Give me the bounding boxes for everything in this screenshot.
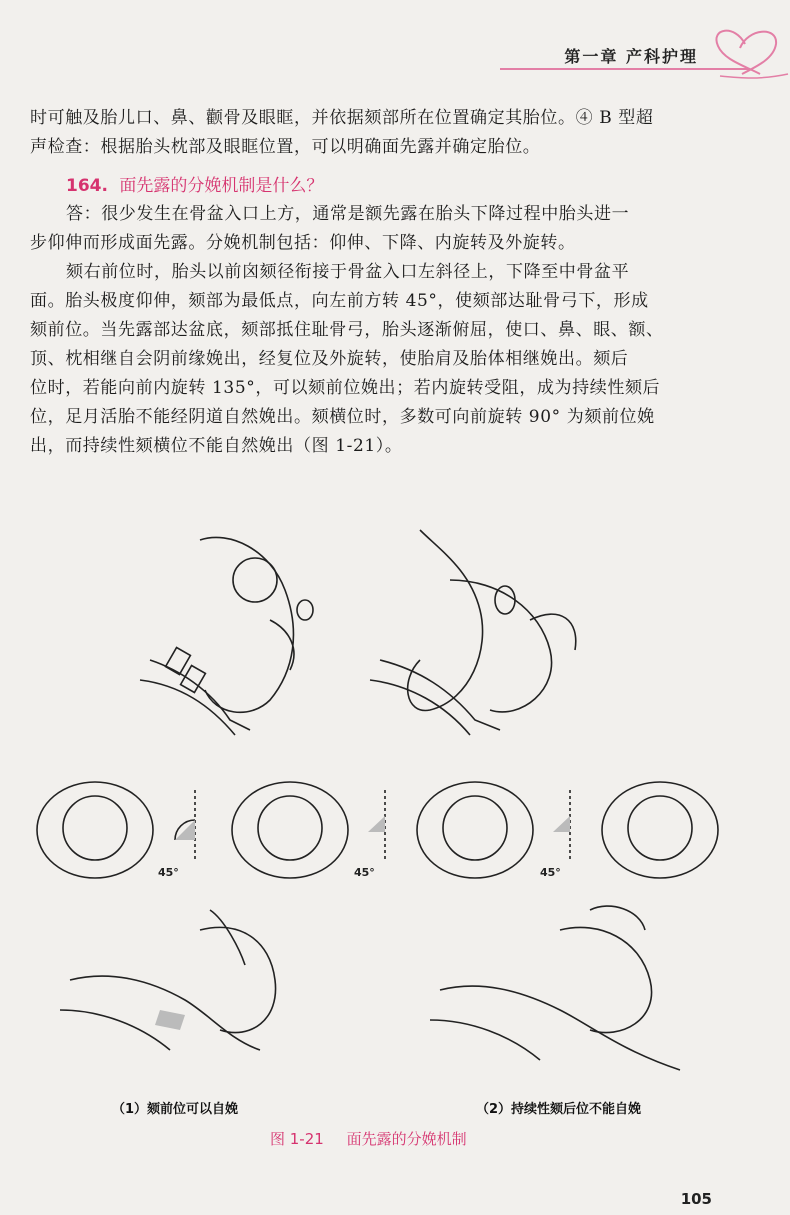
delivery-drawing-bottom-right (430, 906, 680, 1070)
degree-label: 45° (158, 866, 179, 879)
body-line: 面。胎头极度仰伸，颏部为最低点，向左前方转 45°，使颏部达耻骨弓下，形成 (30, 291, 649, 311)
degree-label: 45° (540, 866, 561, 879)
figure-title: 面先露的分娩机制 (346, 1130, 467, 1148)
delivery-drawing-bottom-left (60, 910, 276, 1050)
body-line: 顶、枕相继自会阴前缘娩出，经复位及外旋转，使胎肩及胎体相继娩出。颏后 (30, 349, 629, 369)
heart-decoration-icon (700, 14, 790, 84)
birth-mechanism-figure (0, 510, 790, 1117)
page-number: 105 (680, 1190, 712, 1208)
delivery-drawing-top-right (370, 530, 576, 735)
answer-line: 步仰伸而形成面先露。分娩机制包括：仰伸、下降、内旋转及外旋转。 (30, 233, 576, 253)
question-text: 面先露的分娩机制是什么？ (119, 176, 324, 196)
figure-caption (270, 1128, 485, 1149)
body-line: 颏前位。当先露部达盆底，颏部抵住耻骨弓，胎头逐渐俯屈，使口、鼻、眼、额、 (30, 320, 664, 340)
question-number: 164. (66, 176, 108, 196)
body-line: 位时，若能向前内旋转 135°，可以颏前位娩出；若内旋转受阻，成为持续性颏后 (30, 378, 661, 398)
subfigure-caption-left: （1）颏前位可以自娩 (112, 1102, 239, 1117)
delivery-drawing-top-left (140, 537, 313, 735)
figure-illustration (0, 510, 790, 1110)
paragraph-line: 声检查：根据胎头枕部及眼眶位置，可以明确面先露并确定胎位。 (30, 137, 541, 157)
subfigure-caption-right: （2）持续性颏后位不能自娩 (476, 1102, 642, 1117)
answer-line: 答：很少发生在骨盆入口上方，通常是额先露在胎头下降过程中胎头进一 (66, 204, 630, 224)
page-header (0, 0, 790, 95)
chapter-title: 第一章 产科护理 (564, 47, 698, 66)
figure-number: 图 1-21 (270, 1130, 324, 1148)
paragraph-line: 时可触及胎儿口、鼻、颧骨及眼眶，并依据颏部所在位置确定其胎位。④ B 型超 (30, 108, 654, 128)
degree-label: 45° (354, 866, 375, 879)
body-line: 颏右前位时，胎头以前囟颏径衔接于骨盆入口左斜径上，下降至中骨盆平 (66, 262, 630, 282)
body-line: 出，而持续性颏横位不能自然娩出（图 1-21）。 (30, 436, 403, 456)
question-heading (66, 171, 323, 196)
body-line: 位，足月活胎不能经阴道自然娩出。颏横位时，多数可向前旋转 90° 为颏前位娩 (30, 407, 655, 427)
